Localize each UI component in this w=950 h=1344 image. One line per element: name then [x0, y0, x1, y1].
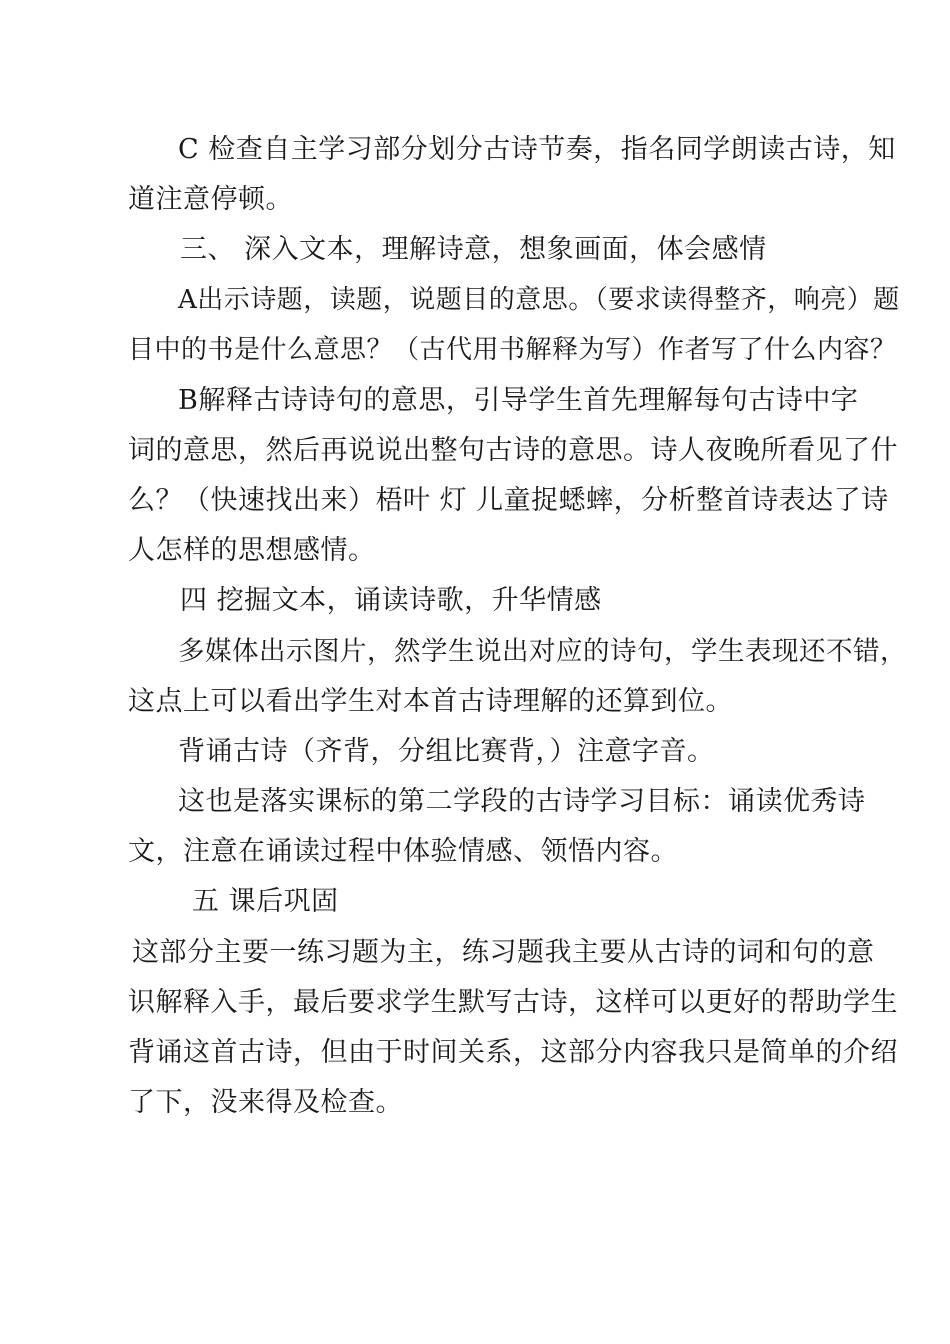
paragraph-c-line-2: 道注意停顿。 [128, 184, 293, 215]
paragraph-a-line-1: A出示诗题，读题，说题目的意思。（要求读得整齐，响亮）题 [178, 285, 900, 315]
paragraph-b-line-3: 么？（快速找出来）梧叶 灯 儿童捉蟋蟀，分析整首诗表达了诗 [128, 485, 889, 516]
section-heading-3: 三、 深入文本，理解诗意，想象画面，体会感情 [180, 234, 767, 265]
paragraph-b-line-4: 人怎样的思想感情。 [128, 535, 376, 566]
section-heading-5: 五 课后巩固 [192, 886, 339, 917]
paragraph-media-line-1: 多媒体出示图片，然学生说出对应的诗句，学生表现还不错， [178, 636, 907, 667]
paragraph-exercise-line-4: 了下，没来得及检查。 [128, 1087, 403, 1118]
paragraph-b-line-1: B解释古诗诗句的意思，引导学生首先理解每句古诗中字 [178, 385, 859, 416]
paragraph-a-line-2: 目中的书是什么意思？（古代用书解释为写）作者写了什么内容？ [128, 335, 897, 365]
paragraph-exercise-line-3: 背诵这首古诗，但由于时间关系，这部分内容我只是简单的介绍 [128, 1037, 898, 1068]
paragraph-recite: 背诵古诗（齐背，分组比赛背，）注意字音。 [178, 736, 715, 767]
paragraph-goal-line-2: 文，注意在诵读过程中体验情感、领悟内容。 [128, 836, 678, 867]
paragraph-goal-line-1: 这也是落实课标的第二学段的古诗学习目标：诵读优秀诗 [178, 786, 866, 817]
paragraph-b-line-2: 词的意思，然后再说说出整句古诗的意思。诗人夜晚所看见了什 [128, 435, 898, 466]
paragraph-exercise-line-2: 识解释入手，最后要求学生默写古诗，这样可以更好的帮助学生 [128, 987, 898, 1018]
paragraph-exercise-line-1: 这部分主要一练习题为主，练习题我主要从古诗的词和句的意 [132, 937, 875, 968]
section-heading-4: 四 挖掘文本，诵读诗歌，升华情感 [180, 585, 602, 616]
paragraph-media-line-2: 这点上可以看出学生对本首古诗理解的还算到位。 [128, 686, 733, 717]
paragraph-c-line-1: C 检查自主学习部分划分古诗节奏，指名同学朗读古诗，知 [178, 134, 896, 165]
